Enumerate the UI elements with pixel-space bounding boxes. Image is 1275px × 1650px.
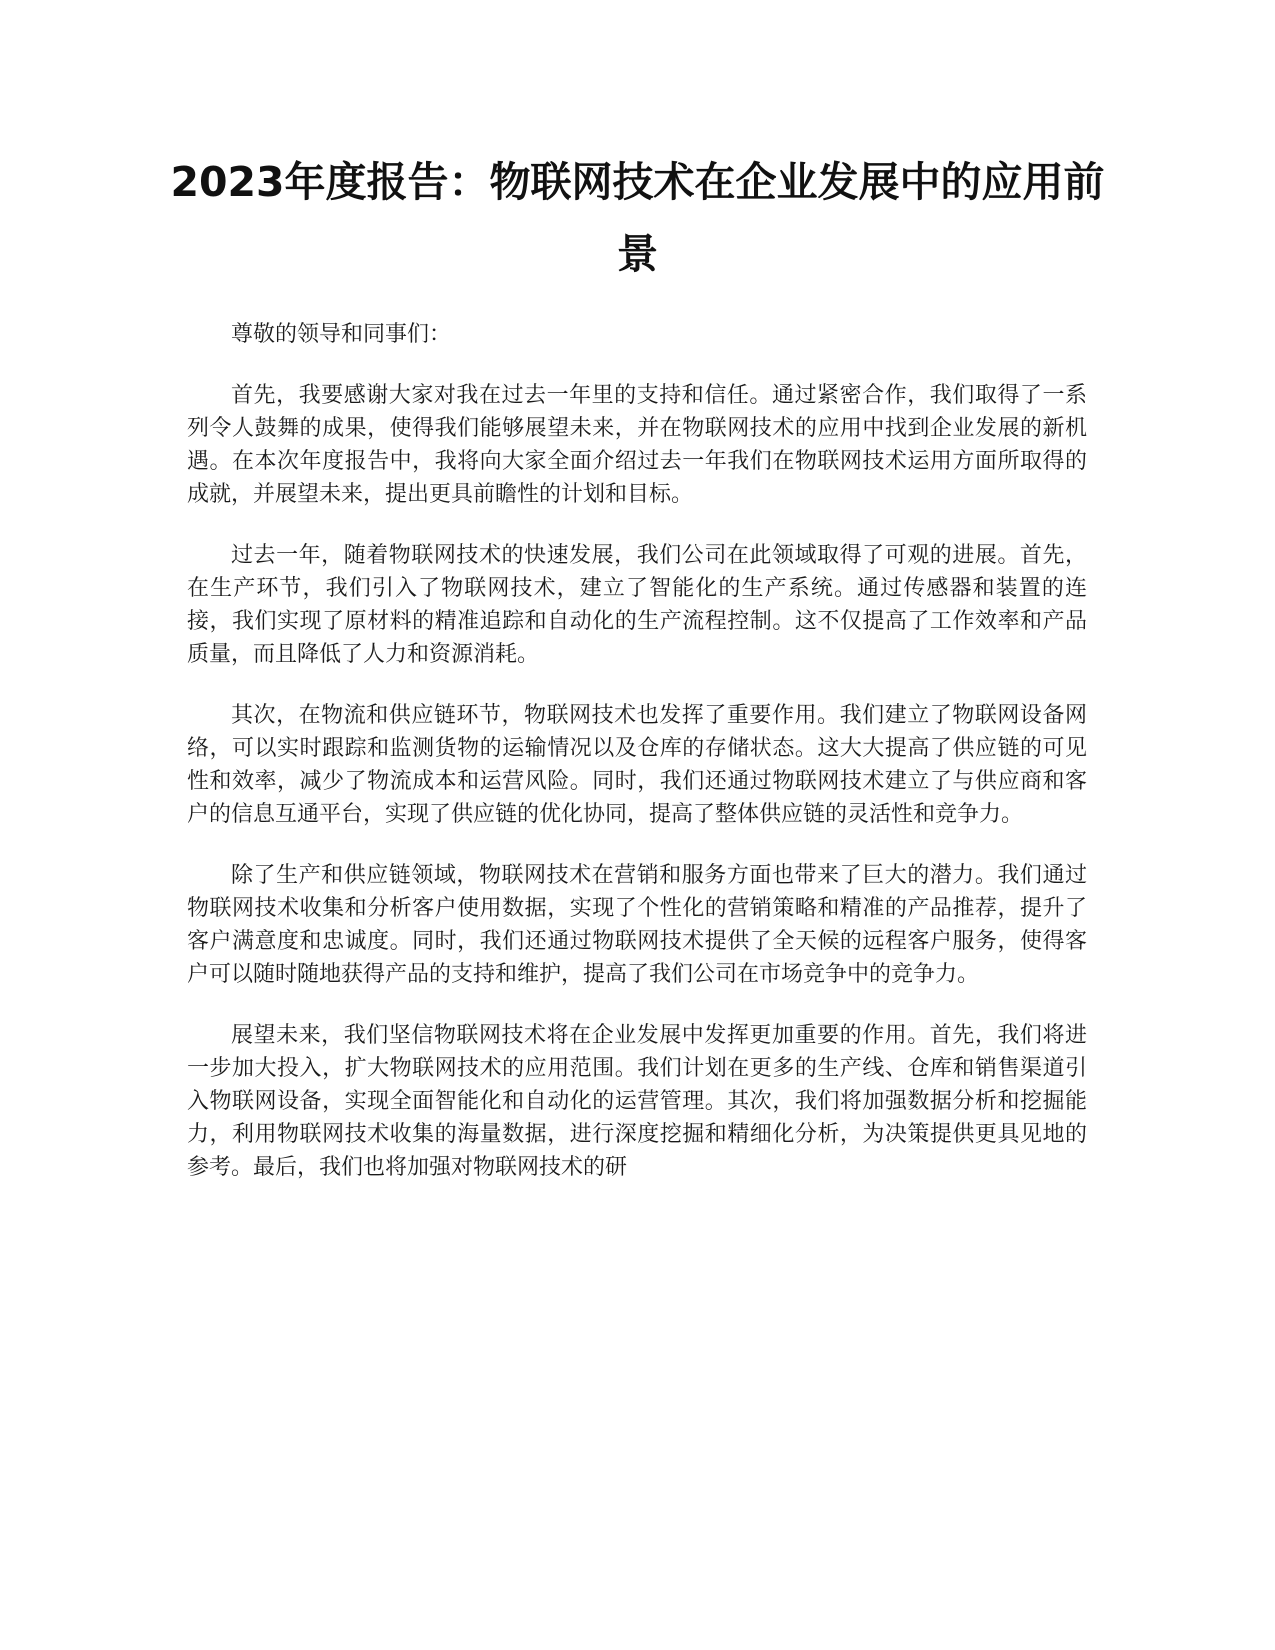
paragraph-marketing-service: 除了生产和供应链领域，物联网技术在营销和服务方面也带来了巨大的潜力。我们通过物联网技术收集和分析客户使用数据，实现了个性化的营销策略和精准的产品推荐，提升了客户满意度和忠诚度。同时，我们还通过物联网技术提供了全天候的远程客户服务，使得客户可以随时随地获得产品的支持和维护，提高了我们公司在市场竞争中的竞争力。 bbox=[187, 863, 1087, 987]
paragraph-outlook: 展望未来，我们坚信物联网技术将在企业发展中发挥更加重要的作用。首先，我们将进一步加大投入，扩大物联网技术的应用范围。我们计划在更多的生产线、仓库和销售渠道引入物联网设备，实现全面智能化和自动化的运营管理。其次，我们将加强数据分析和挖掘能力，利用物联网技术收集的海量数据，进行深度挖掘和精细化分析，为决策提供更具见地的参考。最后，我们也将加强对物联网技术的研 bbox=[187, 1023, 1087, 1180]
document-title: 2023年度报告：物联网技术在企业发展中的应用前景 bbox=[170, 158, 1105, 278]
paragraph-salutation: 尊敬的领导和同事们： bbox=[231, 322, 452, 347]
paragraph-supply-chain: 其次，在物流和供应链环节，物联网技术也发挥了重要作用。我们建立了物联网设备网络，可以实时跟踪和监测货物的运输情况以及仓库的存储状态。这大大提高了供应链的可见性和效率，减少了物流成本和运营风险。同时，我们还通过物联网技术建立了与供应商和客户的信息互通平台，实现了供应链的优化协同，提高了整体供应链的灵活性和竞争力。 bbox=[187, 703, 1087, 827]
paragraph-production: 过去一年，随着物联网技术的快速发展，我们公司在此领域取得了可观的进展。首先，在生产环节，我们引入了物联网技术，建立了智能化的生产系统。通过传感器和装置的连接，我们实现了原材料的精准追踪和自动化的生产流程控制。这不仅提高了工作效率和产品质量，而且降低了人力和资源消耗。 bbox=[187, 543, 1087, 667]
paragraph-intro: 首先，我要感谢大家对我在过去一年里的支持和信任。通过紧密合作，我们取得了一系列令人鼓舞的成果，使得我们能够展望未来，并在物联网技术的应用中找到企业发展的新机遇。在本次年度报告中，我将向大家全面介绍过去一年我们在物联网技术运用方面所取得的成就，并展望未来，提出更具前瞻性的计划和目标。 bbox=[187, 383, 1087, 507]
document-body bbox=[187, 318, 1087, 1212]
